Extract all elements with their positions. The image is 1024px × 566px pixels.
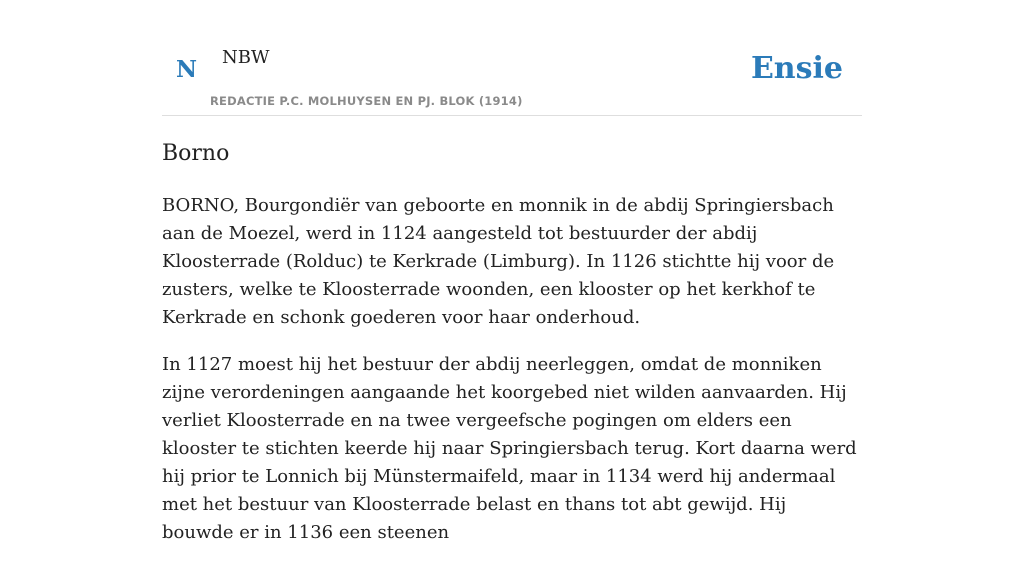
paragraph: BORNO, Bourgondiër van geboorte en monnik in de abdij Springiersbach aan de Moezel, werd in 1124 aangesteld tot bestuurder der abdij Kloosterrade (Rolduc) te Kerkrade (Limburg). In 1126 stichtte hij voor de zusters, welke te Kloosterrade woonden, een klooster op het kerkhof te Kerkrade en schonk goederen voor haar onderhoud. — [162, 195, 835, 328]
article-body — [162, 192, 862, 566]
source-name[interactable]: NBW — [222, 47, 270, 68]
page — [162, 0, 862, 543]
source-header — [162, 0, 862, 116]
source-logo[interactable]: N — [176, 56, 198, 83]
ensie-logo[interactable]: Ensie — [750, 51, 843, 86]
paragraph: In 1127 moest hij het bestuur der abdij neerleggen, omdat de monniken zijne verordeningen aangaande het koorgebed niet wilden aanvaarden. Hij verliet Kloosterrade en na twee vergeefsche pogingen om elders een klooster te stichten keerde hij naar Springiersbach terug. Kort daarna werd hij prior te Lonnich bij Münstermaifeld, maar in 1134 werd hij andermaal met het bestuur van Kloosterrade belast en thans tot abt gewijd. Hij bouwde er in 1136 een steenen — [162, 354, 857, 543]
source-subtitle: REDACTIE P.C. MOLHUYSEN EN PJ. BLOK (1914) — [210, 94, 523, 108]
article-title: Borno — [162, 141, 230, 166]
